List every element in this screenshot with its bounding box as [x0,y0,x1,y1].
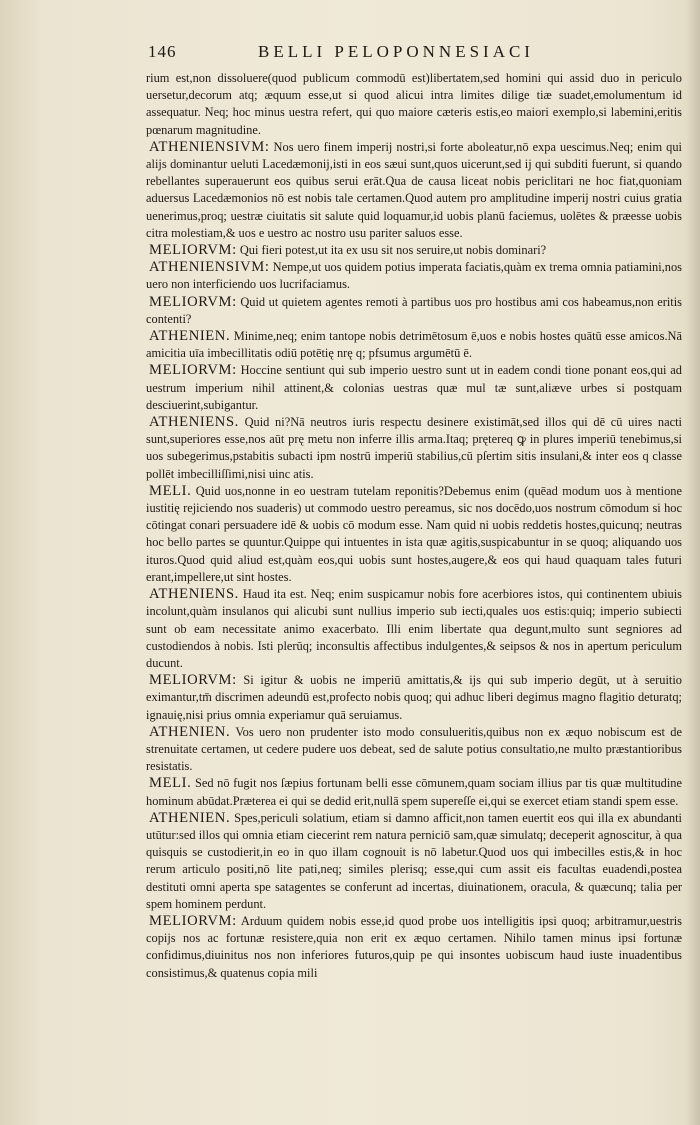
paragraph [146,483,682,586]
paragraph [146,139,682,242]
paragraph-text: Arduum quidem nobis esse,id quod probe uos intelligitis ipsi quoq; arbitramur,uestris copijs nos ac fortunæ resistere,quia non erit ex æquo certamen. Nihilo tamen minus ipsi fortunæ confidimus,diuinitus nos non inferiores futuros,quip pe qui insontes uobiscum haud iuste inuadentibus consistimus,& quatenus copia mili [146,913,682,980]
paragraph [146,672,682,724]
paragraph-text: Nempe,ut uos quidem potius imperata faciatis,quàm ex trema omnia patiamini,nos uero non interficiendo uos lucrifaciamus. [146,260,682,292]
speaker-name: MELIORVM: [149,912,237,929]
paragraph [146,362,682,414]
paragraph-text: Minime,neq; enim tantope nobis detrimētosum ē,uos e nobis hostes quātū esse amicos.Nā amicitia uīa imbecillitatis odiū potētię nrę q; pfsumus argumētū ē. [146,329,682,361]
paragraph-text: Quid ut quietem agentes remoti à partibus uos pro hostibus ami cos habeamus,non eritis contenti? [146,294,682,326]
speaker-name: MELIORVM: [149,672,237,689]
paragraph [146,414,682,483]
speaker-name: ATHENIEN. [149,328,231,345]
paragraph [146,810,682,913]
paragraph-text: Qui fieri potest,ut ita ex usu sit nos seruire,ut nobis dominari? [239,243,547,258]
speaker-name: ATHENIENSIVM: [149,138,270,155]
paragraph-text: Sed nō fugit nos ſæpius fortunam belli esse cōmunem,quam sociam illius par tis quæ multitudine hominum abūdat.Præterea ei qui se dedid erit,nullā spem supereſſe ei,qui se exercet etiam standi spem esse. [146,776,682,808]
paragraph [146,259,682,293]
paragraph-text: Si igitur & uobis ne imperiū amittatis,& ijs qui sub imperio degūt, ut à seruitio eximantur,tm̄ discrimen adeundū est,profecto nobis quoq; qui adhuc liberi degimus magno flagitio deturatq; ignauię,nisi prius omnia experiamur quā seruiamus. [146,673,682,722]
speaker-name: ATHENIEN. [149,809,231,826]
paragraph [146,294,682,328]
paragraph-text: rium est,non dissoluere(quod publicum commodū est)libertatem,sed homini qui assid duo in periculo uersetur,decorum atq; æquum esse,ut si quod alicui intra limites dilige tiæ suadet,emolumentum id assequatur. Neq; hoc minus uestra refert, qui quo maiore cæteris estis,eo maiori exemplo,si labemini,eritis pœnarum magnitudine. [146,71,682,137]
paragraph-text: Spes,periculi solatium, etiam si damno afficit,non tamen euertit eos qui illa ex abundanti utūtur:sed illos qui omnia etiam ciecerint rem natura perniciō sam,quæ simulatq; deceperit agnoscitur, à qua quisquis se custodierit,in eo in quo illam cognouit is nō labetur.Quod uos qui imbecilles estis,& in hoc rerum articulo positi,nō lite pati,neq; similes plerisq; esse,qui cum assit eis facultas euadendi,postea destituti omni aperta spe satagentes se conferunt ad incertas, diuinationem, oracula, & quæcunq; talia per spem hominem perdunt. [146,810,682,911]
paragraph [146,586,682,672]
speaker-name: MELIORVM: [149,242,237,259]
paragraph-text: Haud ita est. Neq; enim suspicamur nobis fore acerbiores istos, qui continentem ubiuis incolunt,quàm insulanos qui alicubi sunt nullius imperio sub iecti,quales uos estis:quiq; imperio subiecti sunt ob eam necessitate animo exacerbato. Illi enim libertate qua degunt,multo sunt segniores ad custodiendos à nobis. Isti plerūq; inconsultis affectibus indulgentes,& seipsos & nos in apertum periculum ducunt. [146,587,682,670]
speaker-name: ATHENIENSIVM: [149,259,270,276]
paragraph-text: Hoccine sentiunt qui sub imperio uestro sunt ut in eadem condi tione ponant eos,qui ad uestrum imperium nihil attinent,& colonias uestras quæ mul tæ sunt,aliæve urbes si postquam desciuerint,subigantur. [146,363,682,412]
speaker-name: ATHENIEN. [149,723,231,740]
speaker-name: MELIORVM: [149,293,237,310]
paragraph [146,70,682,139]
folio-number: 146 [148,42,177,61]
speaker-name: MELIORVM: [149,362,237,379]
speaker-name: MELI. [149,482,192,499]
running-title: BELLI PELOPONNESIACI [258,42,534,61]
paragraph [146,242,682,259]
speaker-name: ATHENIENS. [149,414,239,431]
paragraph [146,724,682,776]
speaker-name: MELI. [149,775,192,792]
paragraph-text: Quid ni?Nā neutros iuris respectu desinere existimāt,sed illos qui dē cū uires nacti sunt,superiores esse,nos aūt prę metu non inferre illis arma.Itaq; prętereq ꝙ in plures imperiū tenebimus,si uos subegerimus,pstabitis subacti ipm nostrū imperiū stabilius,cū pſertim sitis insulani,& inter eos q classe pollēt imbecilliſſimi,nisi uinc atis. [146,415,682,481]
main-text-block [146,70,682,982]
page-header [148,42,688,68]
paragraph [146,913,682,982]
paragraph [146,328,682,362]
paragraph [146,775,682,809]
speaker-name: ATHENIENS. [149,586,239,603]
paragraph-text: Nos uero finem imperij nostri,si forte aboleatur,nō expa uescimus.Neq; enim qui alijs dominantur ueluti Lacedæmonij,isti in eos sæui sunt,quos uicerunt,sed ij qui subditi fuerunt, si quando rebellantes superauerunt eos quibus serui erāt.Qua de causa liceat nobis periclitari ne hoc fiat,quoniam aduersus Lacedæmonios nō est nobis tale certamen.Quod autem pro amplitudine imperij nostri cuius gratia uenerimus,proq; uestræ ciuitatis sit salute quid loquamur,id uobis planū faciemus, uolētes & præesse uobis citra molestiam,& uos e uestro ac nostro usu pariter saluos esse. [146,139,682,240]
page-binding-shadow [686,0,700,1125]
paragraph-text: Vos uero non prudenter isto modo consulueritis,quibus non ex æquo nobiscum est de strenuitate certamen, ut cedere pudere uos debeat, sed de salute potius consultatio,ne multo præstantioribus resistatis. [146,724,683,774]
paragraph-text: Quid uos,nonne in eo uestram tutelam reponitis?Debemus enim (quēad modum uos à mentione iustitię rejiciendo nos suaderis) ut commodo uestro pereamus, sic nos docēdo,uos nostrum cōmodum si hoc cōtingat conari persuadere idē & uobis cō modum esse. Nam quid ni uobis reddetis hostes,quicunq; neutras hoc bello partes se quuntur.Quippe qui intuentes in ista quæ agitis,suspicabuntur in se quoq; aliquando uos ituros.Quod quid aliud est,quàm eos,qui uobis sunt hostes,augere,& eos qui haud quaquam tales futuri erant,impellere,ut sint hostes. [146,483,682,584]
